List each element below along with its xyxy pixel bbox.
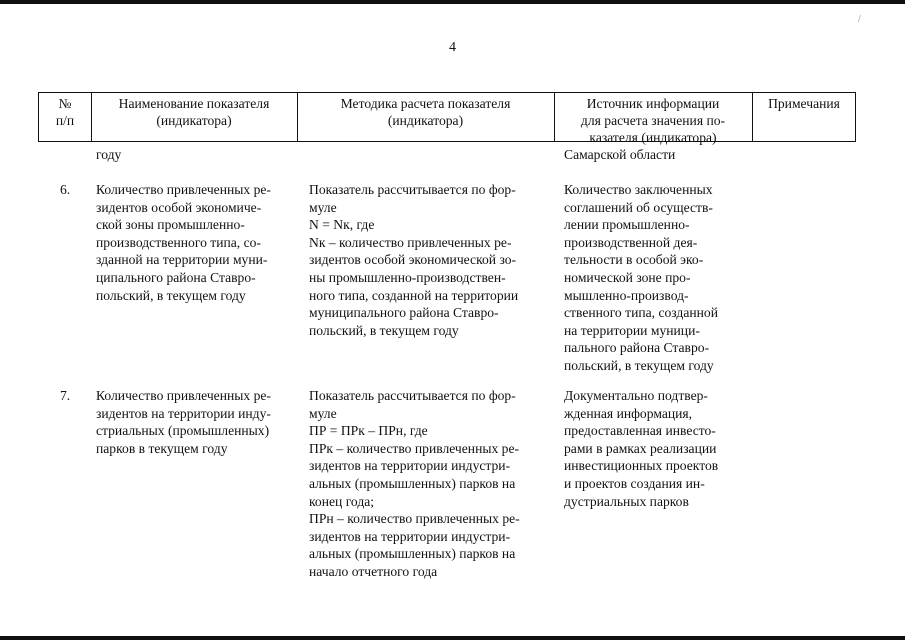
formula-line: ПР = ПРк – ПРн, где: [309, 423, 428, 439]
table-header: [38, 92, 856, 145]
text-line: соглашений об осуществ-: [564, 199, 713, 215]
text-line: парков в текущем году: [96, 440, 228, 456]
scan-mark: /: [858, 14, 861, 25]
text-line: и проектов создания ин-: [564, 475, 705, 491]
text-line: Количество привлеченных ре-: [96, 388, 271, 403]
text-line: муле: [309, 405, 337, 421]
information-source: [564, 181, 718, 375]
header-number: [39, 95, 91, 129]
text-line: альных (промышленных) парков на: [309, 546, 516, 562]
text-line: предоставленная инвесто-: [564, 423, 716, 439]
header-line: для расчета значения по-: [580, 113, 726, 128]
text-line: зданной на территории муни-: [96, 252, 268, 268]
text-line: начало отчетного года: [309, 563, 438, 579]
text-line: году: [96, 147, 122, 162]
text-line: рами в рамках реализации: [564, 440, 717, 456]
text-line: зидентов особой экономической зо-: [309, 252, 517, 268]
text-line: ПРн – количество привлеченных ре-: [309, 511, 520, 527]
information-source: [564, 387, 718, 510]
continuation-source: [564, 146, 675, 164]
indicator-name: [96, 181, 271, 304]
header-line: п/п: [55, 113, 75, 128]
text-line: зидентов на территории индустри-: [309, 528, 511, 544]
header-line: №: [58, 96, 72, 111]
text-line: Показатель рассчитывается по фор-: [309, 388, 516, 403]
text-line: ны промышленно-производствен-: [309, 269, 506, 285]
text-line: производственной дея-: [564, 234, 698, 250]
text-line: Показатель рассчитывается по фор-: [309, 182, 516, 197]
text-line: на территории муници-: [564, 322, 700, 338]
header-name: [91, 95, 297, 129]
text-line: ного типа, созданной на территории: [309, 287, 519, 303]
header-source: [554, 95, 752, 146]
text-line: пального района Ставро-: [564, 340, 710, 356]
text-line: производственного типа, со-: [96, 234, 261, 250]
text-line: номической зоне про-: [564, 269, 691, 285]
text-line: Количество привлеченных ре-: [96, 182, 271, 197]
text-line: ственного типа, созданной: [564, 305, 718, 321]
continuation-name: [96, 146, 121, 164]
header-line: Методика расчета показателя: [340, 96, 511, 111]
text-line: инвестиционных проектов: [564, 458, 719, 474]
header-notes: [752, 95, 856, 112]
text-line: стриальных (промышленных): [96, 423, 270, 439]
header-line: Примечания: [768, 96, 840, 111]
text-line: польский, в текущем году: [309, 322, 459, 338]
text-line: муниципального района Ставро-: [309, 305, 499, 321]
text-line: тельности в особой эко-: [564, 252, 704, 268]
header-line: Источник информации: [586, 96, 720, 111]
calculation-method: [309, 387, 520, 581]
text-line: ской зоны промышленно-: [96, 217, 245, 233]
text-line: зидентов на территории инду-: [96, 405, 271, 421]
header-line: (индикатора): [156, 113, 232, 128]
text-line: лении промышленно-: [564, 217, 690, 233]
text-line: ПРк – количество привлеченных ре-: [309, 440, 520, 456]
header-method: [297, 95, 554, 129]
row-number: 6.: [60, 182, 71, 197]
header-line: Наименование показателя: [118, 96, 270, 111]
indicator-name: [96, 387, 271, 457]
text-line: конец года;: [309, 493, 375, 509]
text-line: Самарской области: [564, 147, 676, 162]
text-line: мышленно-производ-: [564, 287, 689, 303]
text-line: Количество заключенных: [564, 182, 713, 197]
top-scan-border: [0, 0, 905, 4]
text-line: муле: [309, 199, 337, 215]
text-line: польский, в текущем году: [96, 287, 246, 303]
text-line: польский, в текущем году: [564, 357, 714, 373]
text-line: Документально подтвер-: [564, 388, 708, 403]
text-line: ципального района Ставро-: [96, 269, 256, 285]
bottom-scan-border: [0, 636, 905, 640]
text-line: жденная информация,: [564, 405, 693, 421]
calculation-method: [309, 181, 518, 339]
header-line: (индикатора): [387, 113, 464, 128]
header-line: казателя (индикатора): [589, 130, 717, 145]
text-line: зидентов на территории индустри-: [309, 458, 511, 474]
row-number: 7.: [60, 388, 71, 403]
text-line: Nк – количество привлеченных ре-: [309, 234, 512, 250]
text-line: зидентов особой экономиче-: [96, 199, 262, 215]
text-line: альных (промышленных) парков на: [309, 475, 516, 491]
page-number: 4: [449, 40, 456, 55]
text-line: дустриальных парков: [564, 493, 689, 509]
formula-line: N = Nк, где: [309, 217, 375, 233]
